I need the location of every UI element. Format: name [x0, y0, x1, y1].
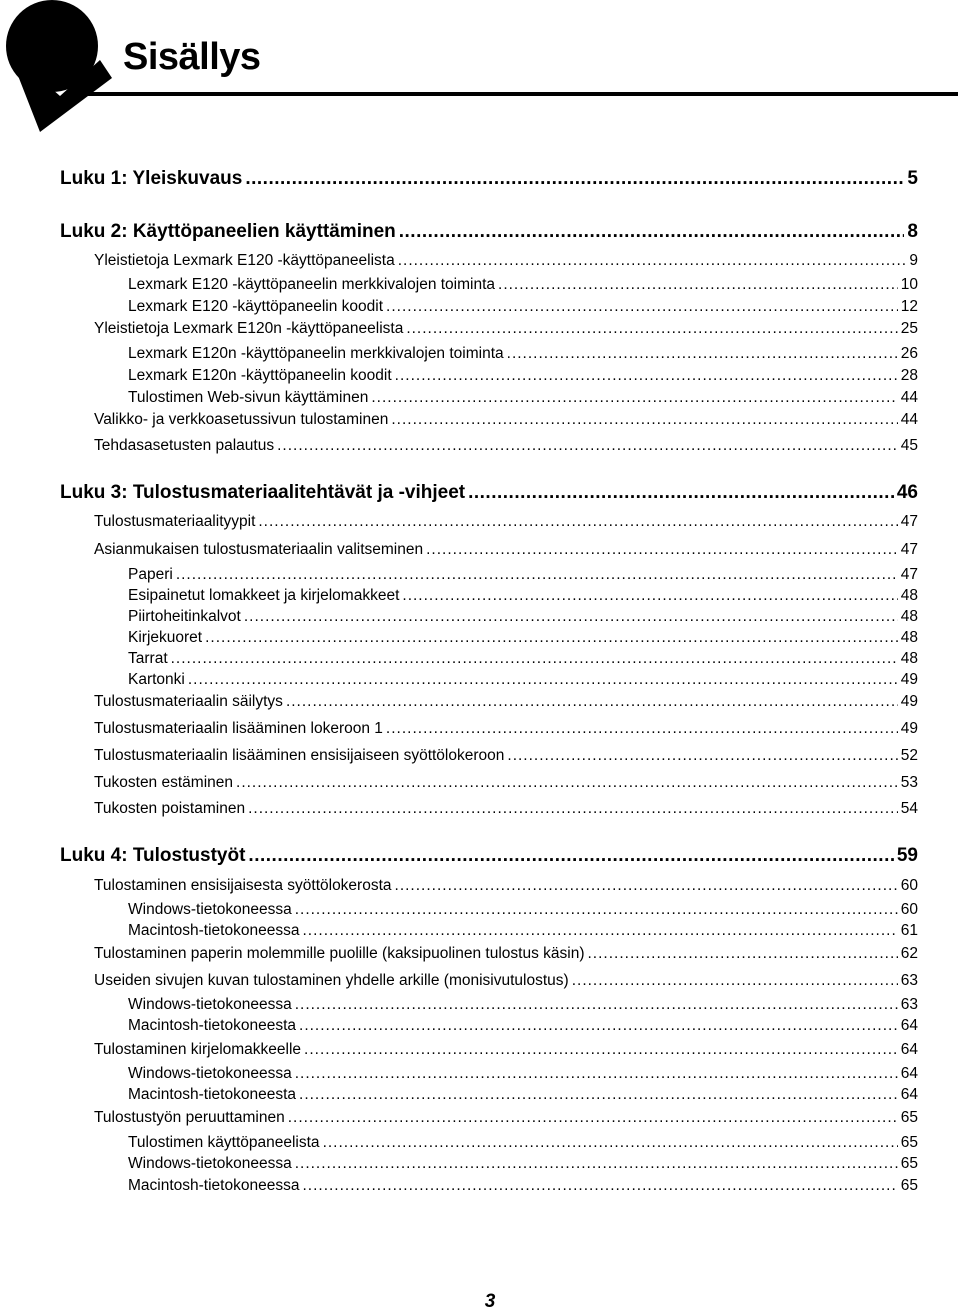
toc-dot-leader	[507, 747, 897, 765]
toc-dot-leader	[399, 221, 905, 243]
toc-entry-title: Esipainetut lomakkeet ja kirjelomakkeet	[128, 587, 400, 604]
toc-entry-title: Piirtoheitinkalvot	[128, 608, 241, 625]
toc-entry[interactable]	[94, 693, 918, 711]
toc-dot-leader	[248, 845, 893, 867]
toc-dot-leader	[248, 800, 898, 818]
toc-entry[interactable]	[94, 800, 918, 818]
toc-entry[interactable]	[94, 513, 918, 531]
toc-entry[interactable]	[128, 1017, 918, 1035]
toc-entry-page: 8	[907, 221, 918, 242]
toc-dot-leader	[395, 367, 898, 385]
toc-dot-leader	[171, 650, 898, 668]
toc-chapter-entry[interactable]	[60, 482, 918, 504]
toc-dot-leader	[295, 901, 898, 919]
toc-entry-page: 64	[900, 1086, 918, 1103]
toc-entry-title: Tulostusmateriaalin lisääminen lokeroon 1	[94, 720, 383, 737]
toc-dot-leader	[398, 252, 907, 270]
toc-entry-title: Tulostaminen paperin molemmille puolille (kaksipuolinen tulostus käsin)	[94, 945, 585, 962]
toc-dot-leader	[288, 1109, 898, 1127]
toc-dot-leader	[371, 389, 897, 407]
toc-dot-leader	[205, 629, 898, 647]
toc-entry[interactable]	[94, 541, 918, 559]
toc-entry-title: Tulostimen Web-sivun käyttäminen	[128, 389, 369, 406]
toc-entry-title: Tukosten poistaminen	[94, 800, 246, 817]
toc-entry-page: 47	[900, 513, 918, 530]
toc-entry[interactable]	[128, 1086, 918, 1104]
toc-entry-title: Asianmukaisen tulostusmateriaalin valitseminen	[94, 541, 424, 558]
toc-entry[interactable]	[128, 1177, 918, 1195]
toc-entry-title: Kartonki	[128, 671, 185, 688]
toc-entry[interactable]	[128, 1155, 918, 1173]
toc-entry-page: 48	[900, 650, 918, 667]
toc-entry-page: 47	[900, 566, 918, 583]
toc-entry-title: Tulostaminen kirjelomakkeelle	[94, 1041, 302, 1058]
toc-dot-leader	[244, 608, 898, 626]
toc-entry-title: Luku 4: Tulostustyöt	[60, 845, 246, 866]
toc-entry[interactable]	[94, 252, 918, 270]
toc-entry-page: 65	[900, 1109, 918, 1126]
toc-dot-leader	[188, 671, 898, 689]
toc-entry-title: Tulostustyön peruuttaminen	[94, 1109, 285, 1126]
toc-dot-leader	[299, 1086, 898, 1104]
toc-dot-leader	[588, 945, 898, 963]
toc-entry[interactable]	[128, 587, 918, 605]
page-number: 3	[484, 1291, 496, 1312]
toc-dot-leader	[277, 437, 898, 455]
toc-entry-title: Macintosh-tietokoneessa	[128, 1177, 300, 1194]
toc-entry[interactable]	[94, 320, 918, 338]
toc-entry-page: 64	[900, 1017, 918, 1034]
toc-entry[interactable]	[128, 298, 918, 316]
toc-chapter-entry[interactable]	[60, 845, 918, 867]
toc-entry[interactable]	[128, 608, 918, 626]
toc-entry-title: Windows-tietokoneessa	[128, 1155, 292, 1172]
toc-entry-page: 61	[900, 922, 918, 939]
toc-dot-leader	[258, 513, 897, 531]
page-title: Sisällys	[123, 36, 261, 78]
toc-entry-page: 64	[900, 1065, 918, 1082]
toc-dot-leader	[302, 922, 897, 940]
toc-entry[interactable]	[128, 566, 918, 584]
toc-entry-page: 63	[900, 972, 918, 989]
toc-dot-leader	[302, 1177, 897, 1195]
toc-entry-title: Luku 1: Yleiskuvaus	[60, 168, 243, 189]
toc-entry-title: Kirjekuoret	[128, 629, 203, 646]
toc-entry-page: 49	[900, 720, 918, 737]
toc-entry-page: 5	[907, 168, 918, 189]
toc-entry-title: Windows-tietokoneessa	[128, 901, 292, 918]
toc-entry-page: 25	[900, 320, 918, 337]
toc-entry[interactable]	[128, 922, 918, 940]
toc-entry[interactable]	[128, 1065, 918, 1083]
toc-entry[interactable]	[128, 629, 918, 647]
toc-entry-title: Tukosten estäminen	[94, 774, 234, 791]
toc-entry[interactable]	[94, 1041, 918, 1059]
toc-entry-title: Tulostusmateriaalin lisääminen ensisijaiseen syöttölokeroon	[94, 747, 505, 764]
toc-entry[interactable]	[94, 945, 918, 963]
toc-chapter-entry[interactable]	[60, 168, 918, 190]
toc-entry[interactable]	[128, 650, 918, 668]
toc-entry-page: 10	[900, 276, 918, 293]
toc-entry[interactable]	[128, 901, 918, 919]
toc-entry-title: Luku 3: Tulostusmateriaalitehtävät ja -vihjeet	[60, 482, 466, 503]
toc-entry-page: 44	[900, 411, 918, 428]
toc-dot-leader	[395, 877, 898, 895]
toc-entry[interactable]	[128, 996, 918, 1014]
toc-entry-page: 59	[896, 845, 918, 866]
toc-dot-leader	[295, 996, 898, 1014]
toc-entry-title: Tehdasasetusten palautus	[94, 437, 275, 454]
toc-entry-title: Tarrat	[128, 650, 168, 667]
toc-dot-leader	[386, 298, 898, 316]
toc-dot-leader	[176, 566, 898, 584]
toc-dot-leader	[236, 774, 898, 792]
toc-entry[interactable]	[94, 747, 918, 765]
toc-entry-page: 65	[900, 1177, 918, 1194]
toc-entry-title: Tulostusmateriaalityypit	[94, 513, 256, 530]
toc-entry[interactable]	[128, 367, 918, 385]
toc-entry[interactable]	[94, 1109, 918, 1127]
toc-entry-page: 64	[900, 1041, 918, 1058]
toc-entry-page: 26	[900, 345, 918, 362]
toc-entry-title: Macintosh-tietokoneesta	[128, 1086, 297, 1103]
toc-entry[interactable]	[94, 774, 918, 792]
toc-entry-page: 12	[900, 298, 918, 315]
toc-dot-leader	[286, 693, 898, 711]
toc-dot-leader	[299, 1017, 898, 1035]
toc-dot-leader	[498, 276, 898, 294]
toc-entry-page: 48	[900, 608, 918, 625]
toc-dot-leader	[572, 972, 898, 990]
toc-entry[interactable]	[128, 1134, 918, 1152]
toc-entry-page: 49	[900, 693, 918, 710]
toc-entry-page: 9	[909, 252, 918, 269]
toc-entry-page: 62	[900, 945, 918, 962]
toc-entry-title: Macintosh-tietokoneesta	[128, 1017, 297, 1034]
toc-dot-leader	[245, 168, 904, 190]
toc-entry-page: 28	[900, 367, 918, 384]
toc-entry[interactable]	[128, 671, 918, 689]
toc-entry-page: 49	[900, 671, 918, 688]
toc-entry[interactable]	[94, 972, 918, 990]
toc-entry-title: Tulostimen käyttöpaneelista	[128, 1134, 320, 1151]
toc-entry-title: Tulostaminen ensisijaisesta syöttölokerosta	[94, 877, 392, 894]
toc-entry-page: 52	[900, 747, 918, 764]
toc-entry-page: 48	[900, 629, 918, 646]
toc-dot-leader	[391, 411, 897, 429]
toc-entry[interactable]	[94, 877, 918, 895]
toc-entry-title: Luku 2: Käyttöpaneelien käyttäminen	[60, 221, 396, 242]
toc-entry-title: Lexmark E120n -käyttöpaneelin merkkivalojen toiminta	[128, 345, 504, 362]
toc-dot-leader	[386, 720, 898, 738]
toc-dot-leader	[406, 320, 897, 338]
toc-entry-title: Valikko- ja verkkoasetussivun tulostaminen	[94, 411, 389, 428]
toc-entry[interactable]	[94, 720, 918, 738]
toc-entry-page: 45	[900, 437, 918, 454]
toc-dot-leader	[295, 1155, 898, 1173]
toc-entry-page: 46	[896, 482, 918, 503]
toc-entry-page: 60	[900, 901, 918, 918]
toc-entry-title: Macintosh-tietokoneessa	[128, 922, 300, 939]
toc-dot-leader	[402, 587, 897, 605]
toc-entry-page: 54	[900, 800, 918, 817]
toc-entry-title: Windows-tietokoneessa	[128, 996, 292, 1013]
toc-entry[interactable]	[94, 437, 918, 455]
toc-entry-title: Tulostusmateriaalin säilytys	[94, 693, 283, 710]
toc-entry[interactable]	[94, 411, 918, 429]
toc-entry-title: Yleistietoja Lexmark E120 -käyttöpaneelista	[94, 252, 395, 269]
toc-dot-leader	[295, 1065, 898, 1083]
toc-chapter-entry[interactable]	[60, 221, 918, 243]
toc-entry-title: Lexmark E120 -käyttöpaneelin merkkivalojen toiminta	[128, 276, 496, 293]
toc-entry-title: Windows-tietokoneessa	[128, 1065, 292, 1082]
toc-entry-page: 53	[900, 774, 918, 791]
toc-entry-title: Useiden sivujen kuvan tulostaminen yhdelle arkille (monisivutulostus)	[94, 972, 569, 989]
toc-entry-page: 47	[900, 541, 918, 558]
toc-entry-page: 65	[900, 1134, 918, 1151]
toc-dot-leader	[507, 345, 898, 363]
toc-entry-page: 65	[900, 1155, 918, 1172]
toc-entry-title: Yleistietoja Lexmark E120n -käyttöpaneelista	[94, 320, 404, 337]
toc-entry-page: 63	[900, 996, 918, 1013]
toc-dot-leader	[304, 1041, 898, 1059]
toc-dot-leader	[468, 482, 894, 504]
toc-entry[interactable]	[128, 345, 918, 363]
toc-entry-title: Lexmark E120 -käyttöpaneelin koodit	[128, 298, 384, 315]
toc-entry-page: 48	[900, 587, 918, 604]
toc-entry-title: Paperi	[128, 566, 173, 583]
toc-entry[interactable]	[128, 389, 918, 407]
toc-entry-page: 44	[900, 389, 918, 406]
toc-entry-title: Lexmark E120n -käyttöpaneelin koodit	[128, 367, 392, 384]
toc-dot-leader	[323, 1134, 898, 1152]
toc-entry[interactable]	[128, 276, 918, 294]
toc-entry-page: 60	[900, 877, 918, 894]
toc-dot-leader	[426, 541, 898, 559]
